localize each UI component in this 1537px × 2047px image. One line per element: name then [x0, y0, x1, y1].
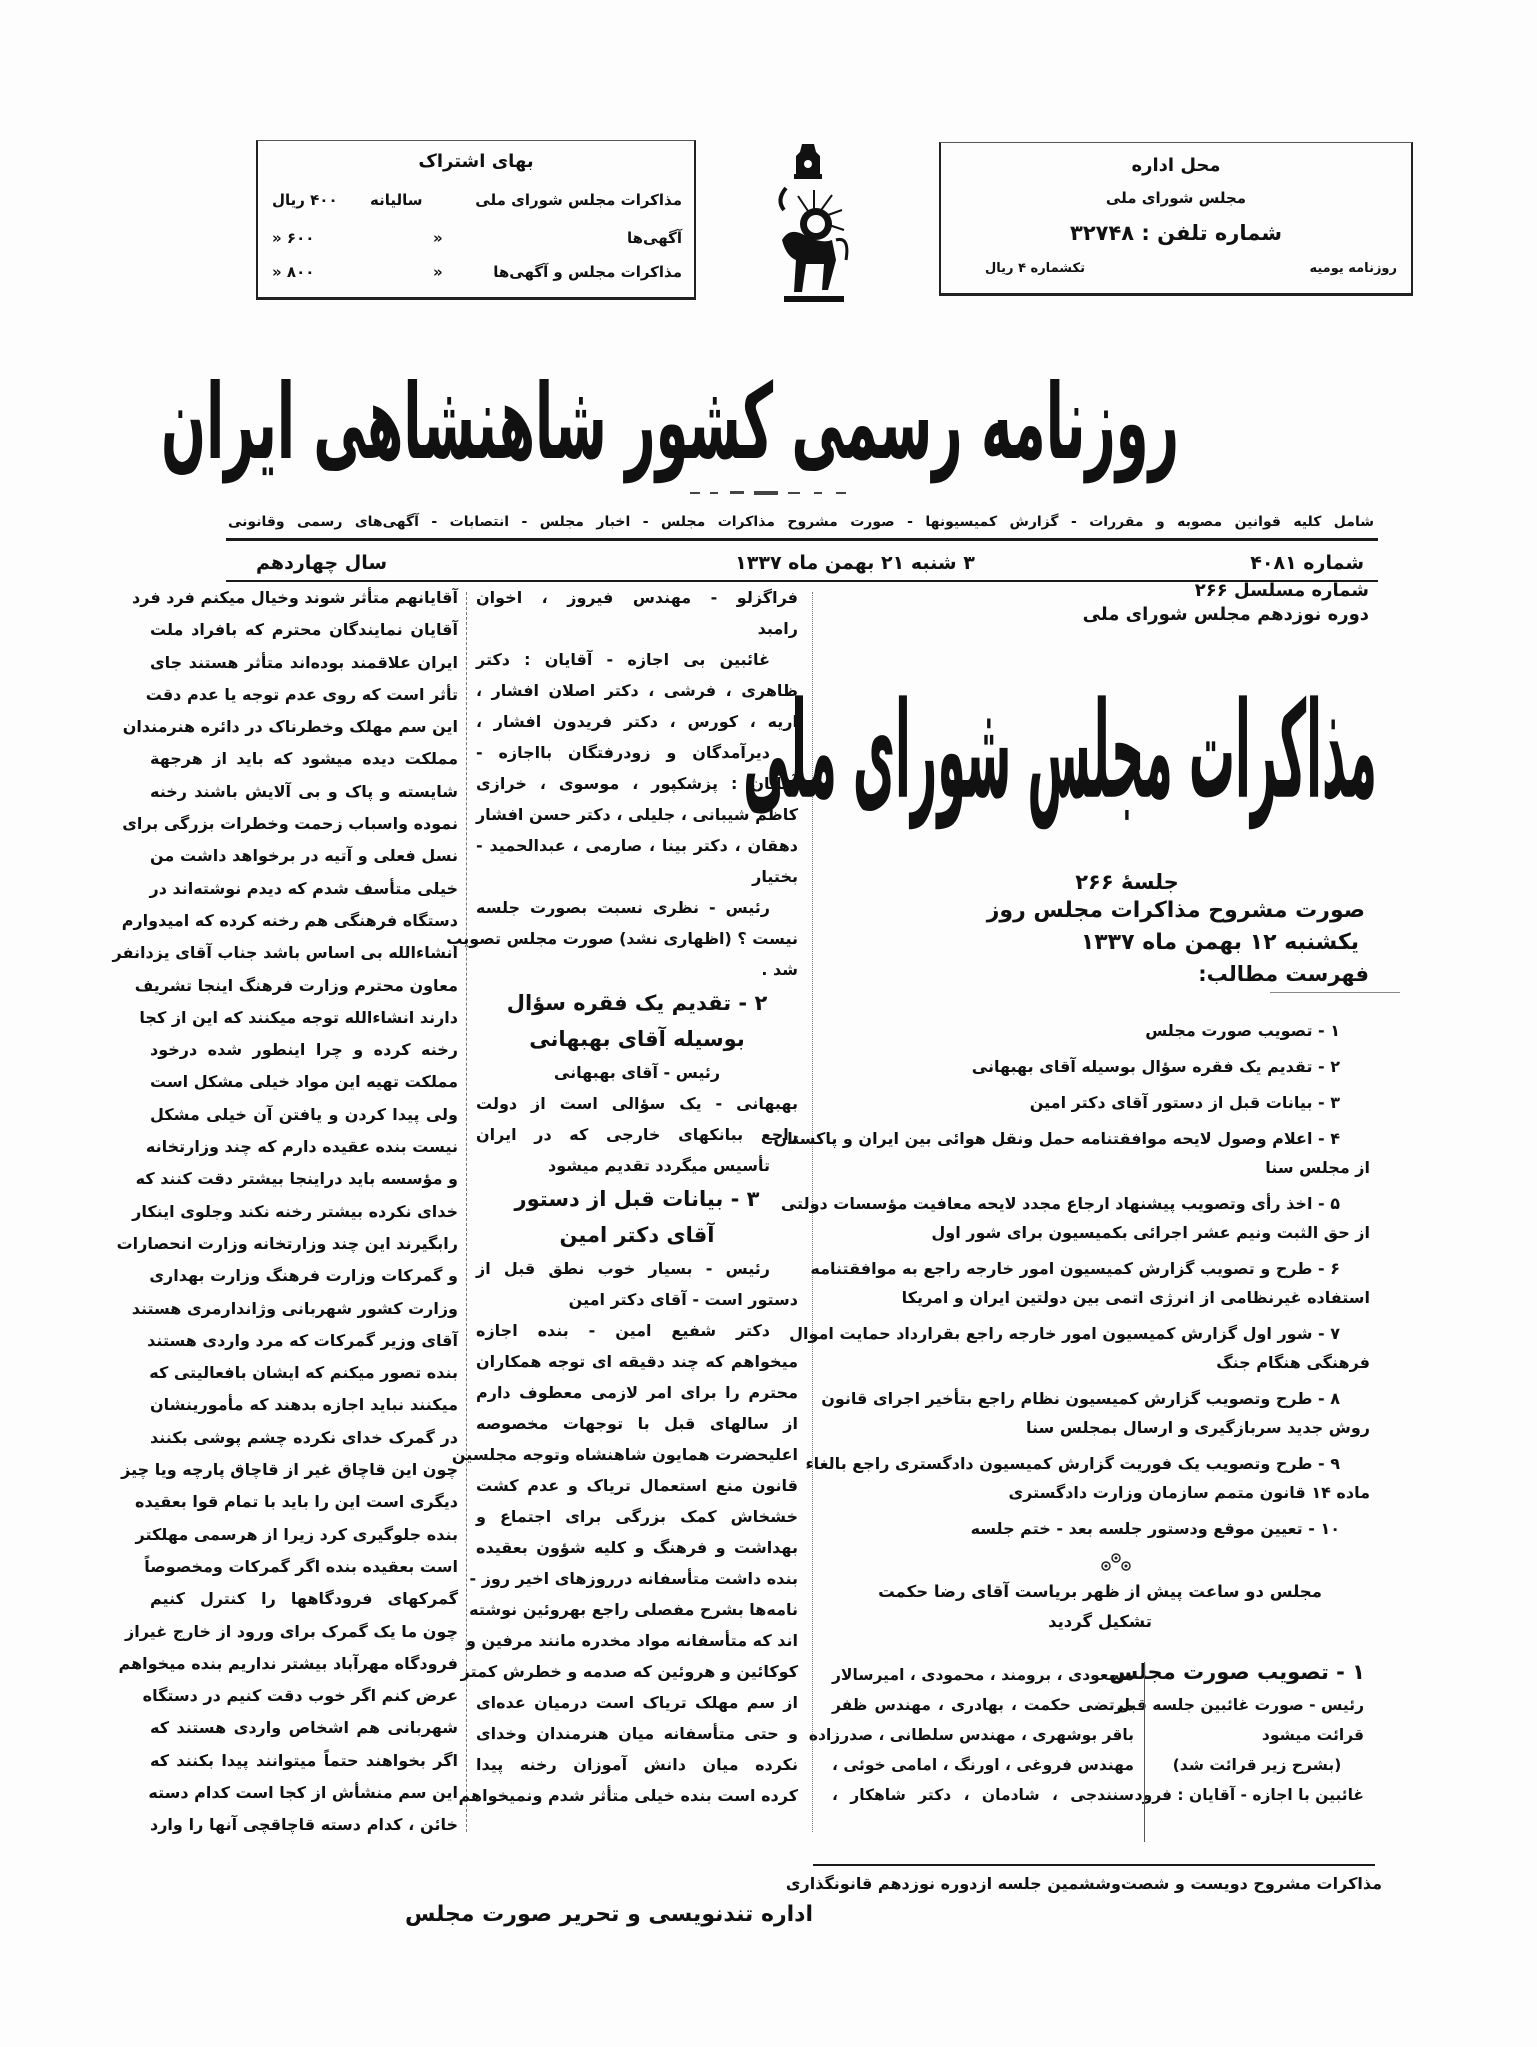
text-line: ۴ - اعلام وصول لایحه موافقتنامه حمل ونقل هوائی بین ایران و پاکستان	[773, 1129, 1340, 1148]
text-line: انشاءالله بی اساس باشد جناب آقای یزدانفر	[112, 943, 458, 963]
text-line: دیرآمدگان و زودرفتگان بااجازه -	[476, 743, 770, 762]
text-line: اگر بخواهند حتماً میتوانند پیدا بکنند که	[150, 1750, 458, 1770]
serial-number: شماره مسلسل ۲۶۶	[1194, 580, 1369, 601]
table-of-contents	[773, 1016, 1370, 1550]
contents-line: شامل کلیه قوانین مصوبه و مقررات - گزارش کمیسیونها - صورت مشروح مذاکرات مجلس - اخبار مجلس - انتصابات - آگهی‌های رسمی وقانونی	[228, 514, 1374, 530]
text-line: مملکت دیده میشود که باید از هرجهة	[150, 749, 458, 769]
text-line: ۱ - تصویب صورت مجلس	[1145, 1021, 1340, 1040]
text-line: از سالهای قبل با توجهات مخصوصه	[476, 1414, 798, 1433]
text-line: بهداشت و فرهنگ و کلیه شؤون بعقیده	[476, 1538, 798, 1557]
text-line: تأسیس میگردد تقدیم میشود	[547, 1156, 770, 1175]
text-line: رامبد	[757, 619, 798, 638]
text-line: رئیس - نظری نسبت بصورت جلسه	[476, 898, 770, 917]
divider	[226, 538, 1378, 541]
text-line: رابگیرند این چند وزارتخانه وزارت انحصارات	[116, 1233, 458, 1253]
text-line: گمرکهای فرودگاهها را کنترل کنیم	[150, 1589, 458, 1609]
list-item	[805, 1449, 1370, 1507]
text-line: نیست ؟ (اظهاری نشد) صورت مجلس تصویب	[446, 929, 798, 948]
text-line: کوکائین و هروئین که صدمه و خطرش کمتر	[460, 1662, 798, 1681]
text-line: نسل فعلی و آتیه در برخواهد داشت من	[150, 846, 458, 866]
text-line: رئیس - آقای بهبهانی	[553, 1063, 721, 1082]
text-line: شهربانی هم اشخاص واردی هستند که	[150, 1718, 458, 1738]
text-line: دارند انشاءالله توجه میکنند که این از کجا	[139, 1007, 458, 1027]
parliament-term: دوره نوزدهم مجلس شورای ملی	[1082, 604, 1369, 625]
text-line: معاون محترم وزارت فرهنگ اینجا تشریف	[134, 975, 458, 995]
text-line: محترم را برای امر لازمی معطوف دارم	[476, 1383, 798, 1402]
session-subtitle: صورت مشروح مذاکرات مجلس روز	[986, 898, 1365, 923]
text-line: وزارت کشور شهربانی وژاندارمری هستند	[131, 1298, 458, 1318]
text-line: رخنه کرده و چرا اینطور شده درخود	[150, 1040, 458, 1060]
text-line: خائن ، کدام دسته قاچاقچی آنها را وارد	[150, 1815, 458, 1835]
text-line: ۵ - اخذ رأی وتصویب پیشنهاد ارجاع مجدد لایحه معافیت مؤسسات دولتی	[780, 1194, 1340, 1213]
text-line: و گمرکات وزارت فرهنگ وزارت بهداری	[149, 1266, 458, 1286]
text-line: دیگری است این را باید با تمام قوا بعقیده	[135, 1492, 458, 1512]
divider	[813, 1864, 1375, 1866]
text-line: ۳ - بیانات قبل از دستور آقای دکتر امین	[1029, 1093, 1340, 1112]
list-item	[810, 1254, 1370, 1312]
subscription-item: مذاکرات مجلس و آگهی‌ها	[493, 263, 682, 281]
text-line: و حتی متأسفانه میان هنرمندان وخدای	[476, 1724, 798, 1743]
text-line: ۹ - طرح وتصویب یک فوریت گزارش کمیسیون دادگستری راجع بالغاء	[805, 1454, 1340, 1473]
text-line: قرائت میشود	[1261, 1726, 1364, 1744]
text-line: مسعودی ، برومند ، محمودی ، امیرسالار	[832, 1666, 1134, 1684]
text-line: دهقان ، دکتر بینا ، صارمی ، عبدالحمید -	[476, 836, 798, 855]
text-line: و مؤسسه باید دراینجا بیشتر دقت کنند که	[135, 1169, 458, 1189]
text-line: شایسته و پاک و بی آلایش باشند رخنه	[150, 781, 458, 801]
subscription-title: بهای اشتراک	[418, 151, 534, 172]
text-line: سنندجی ، شادمان ، دکتر شاهکار ،	[832, 1786, 1134, 1804]
toc-title: فهرست مطالب:	[1198, 962, 1369, 986]
text-line: است بعقیده بنده اگر گمرکات ومخصوصاً	[144, 1556, 458, 1576]
text-line: فراگزلو - مهندس فیروز ، اخوان	[476, 588, 798, 607]
text-line: بنده داشت متأسفانه درروزهای اخیر روز -	[469, 1569, 798, 1588]
text-line: اعلیحضرت همایون شاهنشاه وتوجه مجلسین	[451, 1445, 798, 1464]
text-line: ایران علاقمند بوده‌اند متأثر هستند جای	[150, 652, 458, 672]
article-column-left	[112, 582, 458, 1842]
text-line: خیلی متأسف شدم که دیدم نوشته‌اند در	[149, 878, 458, 898]
text-line: ۲ - تقدیم یک فقره سؤال	[506, 991, 768, 1015]
list-item	[830, 1514, 1370, 1543]
footer-note: مذاکرات مشروح دویست و شصت‌وششمین جلسه ازدوره نوزدهم قانونگذاری	[785, 1874, 1382, 1893]
text-line: استفاده غیرنظامی از انرژی اتمی بین دولتین ایران و امریکا	[901, 1288, 1370, 1307]
text-line: بهبهانی - یک سؤالی است از دولت	[476, 1094, 798, 1113]
office-title: محل اداره	[1131, 155, 1221, 176]
issue-date: ۳ شنبه ۲۱ بهمن ماه ۱۳۳۷	[735, 552, 975, 574]
opening-line: مجلس دو ساعت پیش از ظهر بریاست آقای رضا حکمت	[878, 1582, 1322, 1601]
text-line: میکنند نباید اجازه بدهند که مأمورینشان	[150, 1395, 458, 1415]
text-line: آقایان : پزشکپور ، موسوی ، خرازی	[476, 774, 798, 793]
subcolumn-divider	[1144, 1662, 1145, 1842]
text-line: کرده است بنده خیلی متأثر شدم ونمیخواهم	[458, 1786, 798, 1805]
text-line: راجع ببانکهای خارجی که در ایران	[476, 1125, 798, 1144]
text-line: بنده جلوگیری کرد زیرا از هرسمی مهلکتر	[135, 1524, 458, 1544]
single-issue-price: تکشماره ۴ ریال	[985, 261, 1085, 276]
text-line: ۷ - شور اول گزارش کمیسیون امور خارجه راجع بقرارداد حمایت اموال	[789, 1324, 1340, 1343]
text-line: نامه‌ها بشرح مفصلی راجع بهروئین نوشته‌	[469, 1600, 798, 1619]
text-line: اریه ، کورس ، دکتر فریدون افشار ،	[476, 712, 798, 731]
list-item	[789, 1319, 1370, 1377]
text-line: رئیس - بسیار خوب نطق قبل از	[476, 1259, 770, 1278]
subscription-period: سالیانه	[370, 191, 423, 209]
list-item	[780, 1189, 1370, 1247]
lion-and-sun-emblem-icon	[762, 140, 854, 310]
text-line: ولی پیدا کردن و یافتن آن خیلی مشکل	[150, 1104, 458, 1124]
text-line: ظاهری ، فرشی ، دکتر اصلان افشار ،	[476, 681, 798, 700]
footer-office: اداره تندنویسی و تحریر صورت مجلس	[404, 1902, 813, 1927]
publication-frequency: روزنامه یومیه	[1309, 261, 1397, 276]
text-line: خشخاش کمک بزرگی برای اجتماع و	[476, 1507, 798, 1526]
subscription-price: ۴۰۰ ریال	[272, 191, 338, 209]
text-line: این سم منشأش از کجا است کدام دسته	[148, 1782, 458, 1802]
absentees-list	[808, 1660, 1134, 1810]
subscription-price: ۶۰۰ «	[272, 229, 315, 247]
text-line: ۳ - بیانات قبل از دستور	[514, 1187, 760, 1211]
section-heading: ۱ - تصویب صورت مجلس	[1109, 1660, 1365, 1684]
text-line: چون ما یک گمرک برای ورود از خارج غیراز	[125, 1621, 458, 1641]
text-line: دکتر شفیع امین - بنده اجازه	[476, 1321, 770, 1340]
text-line: ۲ - تقدیم یک فقره سؤال بوسیله آقای بهبهانی	[971, 1057, 1340, 1076]
text-line: غائبین با اجازه - آقایان : فرود	[1134, 1786, 1364, 1804]
text-line: غائبین بی اجازه - آقایان : دکتر	[476, 650, 770, 669]
text-line: ۶ - طرح و تصویب گزارش کمیسیون امور خارجه راجع به موافقتنامه	[810, 1259, 1340, 1278]
text-line: چون این قاچاق غیر از قاچاق پارچه ویا چیز	[121, 1460, 458, 1480]
text-line: دستور است - آقای دکتر امین	[568, 1290, 798, 1309]
text-line: از سم مهلک تریاک است درمیان عده‌ای	[476, 1693, 798, 1712]
list-item	[830, 1052, 1370, 1081]
text-line: نکرده میان دانش آموزان رخنه پیدا	[476, 1755, 798, 1774]
text-line: آقای وزیر گمرکات که مرد واردی هستند	[147, 1330, 458, 1350]
session-date: یکشنبه ۱۲ بهمن ماه ۱۳۳۷	[1080, 930, 1359, 955]
text-line: نیست بنده عقیده دارم که چند وزارتخانه	[145, 1137, 458, 1157]
subscription-period: «	[433, 263, 443, 281]
text-line: ۱۰ - تعیین موقع ودستور جلسه بعد - ختم جلسه	[970, 1519, 1340, 1538]
text-line: از مجلس سنا	[1265, 1158, 1370, 1177]
text-line: تأثر است که روی عدم توجه یا عدم دقت	[145, 684, 458, 704]
text-line: فرودگاه مهرآباد بیشتر نداریم بنده میخواهم	[118, 1653, 458, 1673]
text-line: نموده واسباب زحمت وخطرات بزرگی برای	[122, 814, 458, 834]
text-line: این سم مهلک وخطرناک در دائره هنرمندان	[122, 717, 458, 737]
office-box	[939, 142, 1413, 296]
text-line: کاظم شیبانی ، جلیلی ، دکتر حسن افشار	[475, 805, 798, 824]
issue-number: شماره ۴۰۸۱	[1250, 552, 1364, 574]
text-line: بوسیله آقای بهبهانی	[529, 1027, 745, 1051]
divider	[1270, 992, 1400, 993]
text-line: خدای نکرده بیشتر رخنه نکند وجلوی اینکار	[132, 1201, 458, 1221]
text-line: بنده تصور میکنم که ایشان بافعالیتی که	[149, 1363, 458, 1383]
text-line: از حق الثبت ونیم عشر اجرائی بکمیسیون برای شور اول	[931, 1223, 1370, 1242]
text-line: عرض کنم اگر خوب دقت کنیم در دستگاه	[142, 1686, 458, 1706]
subscription-price: ۸۰۰ «	[272, 263, 315, 281]
opening-line: تشکیل گردید	[1048, 1612, 1152, 1631]
subscription-item: آگهی‌ها	[627, 229, 682, 247]
office-phone: شماره تلفن : ۳۲۷۴۸	[1070, 221, 1282, 245]
list-item	[773, 1124, 1370, 1182]
masthead-title: روزنامه رسمی کشور شاهنشاهی ایران	[161, 361, 1179, 483]
text-line: دستگاه فرهنگی هم رخنه کرده که امیدوارم	[121, 910, 458, 930]
office-location: مجلس شورای ملی	[1105, 189, 1247, 207]
text-line: بختیار	[752, 867, 798, 886]
text-line: مملکت تهیه این مواد خیلی مشکل است	[150, 1072, 458, 1092]
text-line: شد .	[761, 960, 798, 979]
text-line: (بشرح زیر قرائت شد)	[1172, 1756, 1342, 1774]
text-line: رئیس - صورت غائبین جلسه قبل	[1116, 1696, 1364, 1714]
text-line: مرتضی حکمت ، بهادری ، مهندس ظفر	[832, 1696, 1134, 1714]
text-line: آقایان نمایندگان محترم که بافراد ملت	[150, 620, 458, 640]
text-line: ماده ۱۴ قانون متمم سازمان وزارت دادگستری	[1008, 1483, 1370, 1502]
publication-year: سال چهاردهم	[256, 552, 388, 574]
list-item	[830, 1088, 1370, 1117]
text-line: ۸ - طرح وتصویب گزارش کمیسیون نظام راجع بتأخیر اجرای قانون	[821, 1389, 1340, 1408]
text-line: اند که متأسفانه مواد مخدره مانند مرفین و	[465, 1631, 798, 1650]
text-line: روش جدید سربازگیری و ارسال بمجلس سنا	[1026, 1418, 1370, 1437]
text-line: آقای دکتر امین	[559, 1223, 715, 1247]
text-line: باقر بوشهری ، مهندس سلطانی ، صدرزاده	[808, 1726, 1134, 1744]
subscription-item: مذاکرات مجلس شورای ملی	[475, 191, 682, 209]
text-line: آقایانهم متأثر شوند وخیال میکنم فرد فرد	[132, 588, 458, 607]
ornament-flowers-icon	[1096, 1552, 1136, 1574]
text-line: میخواهم که چند دقیقه ای توجه همکاران	[476, 1352, 798, 1371]
ornament-dots-icon	[690, 490, 860, 496]
list-item	[821, 1384, 1370, 1442]
subscription-box	[256, 140, 696, 300]
subscription-period: «	[433, 229, 443, 247]
session-number: جلسهٔ ۲۶۶	[1075, 870, 1179, 894]
text-line: قانون منع استعمال تریاک و عدم کشت	[476, 1476, 798, 1495]
text-line: در گمرک خدای نکرده چشم پوشی بکنند	[150, 1427, 458, 1447]
section-text	[1116, 1690, 1364, 1810]
session-title: مذاکرات مجلس شورای ملی	[743, 673, 1377, 829]
text-line: مهندس فروغی ، اورنگ ، امامی خوئی ،	[832, 1756, 1134, 1774]
text-line: فرهنگی هنگام جنگ	[1216, 1353, 1370, 1372]
list-item	[830, 1016, 1370, 1045]
